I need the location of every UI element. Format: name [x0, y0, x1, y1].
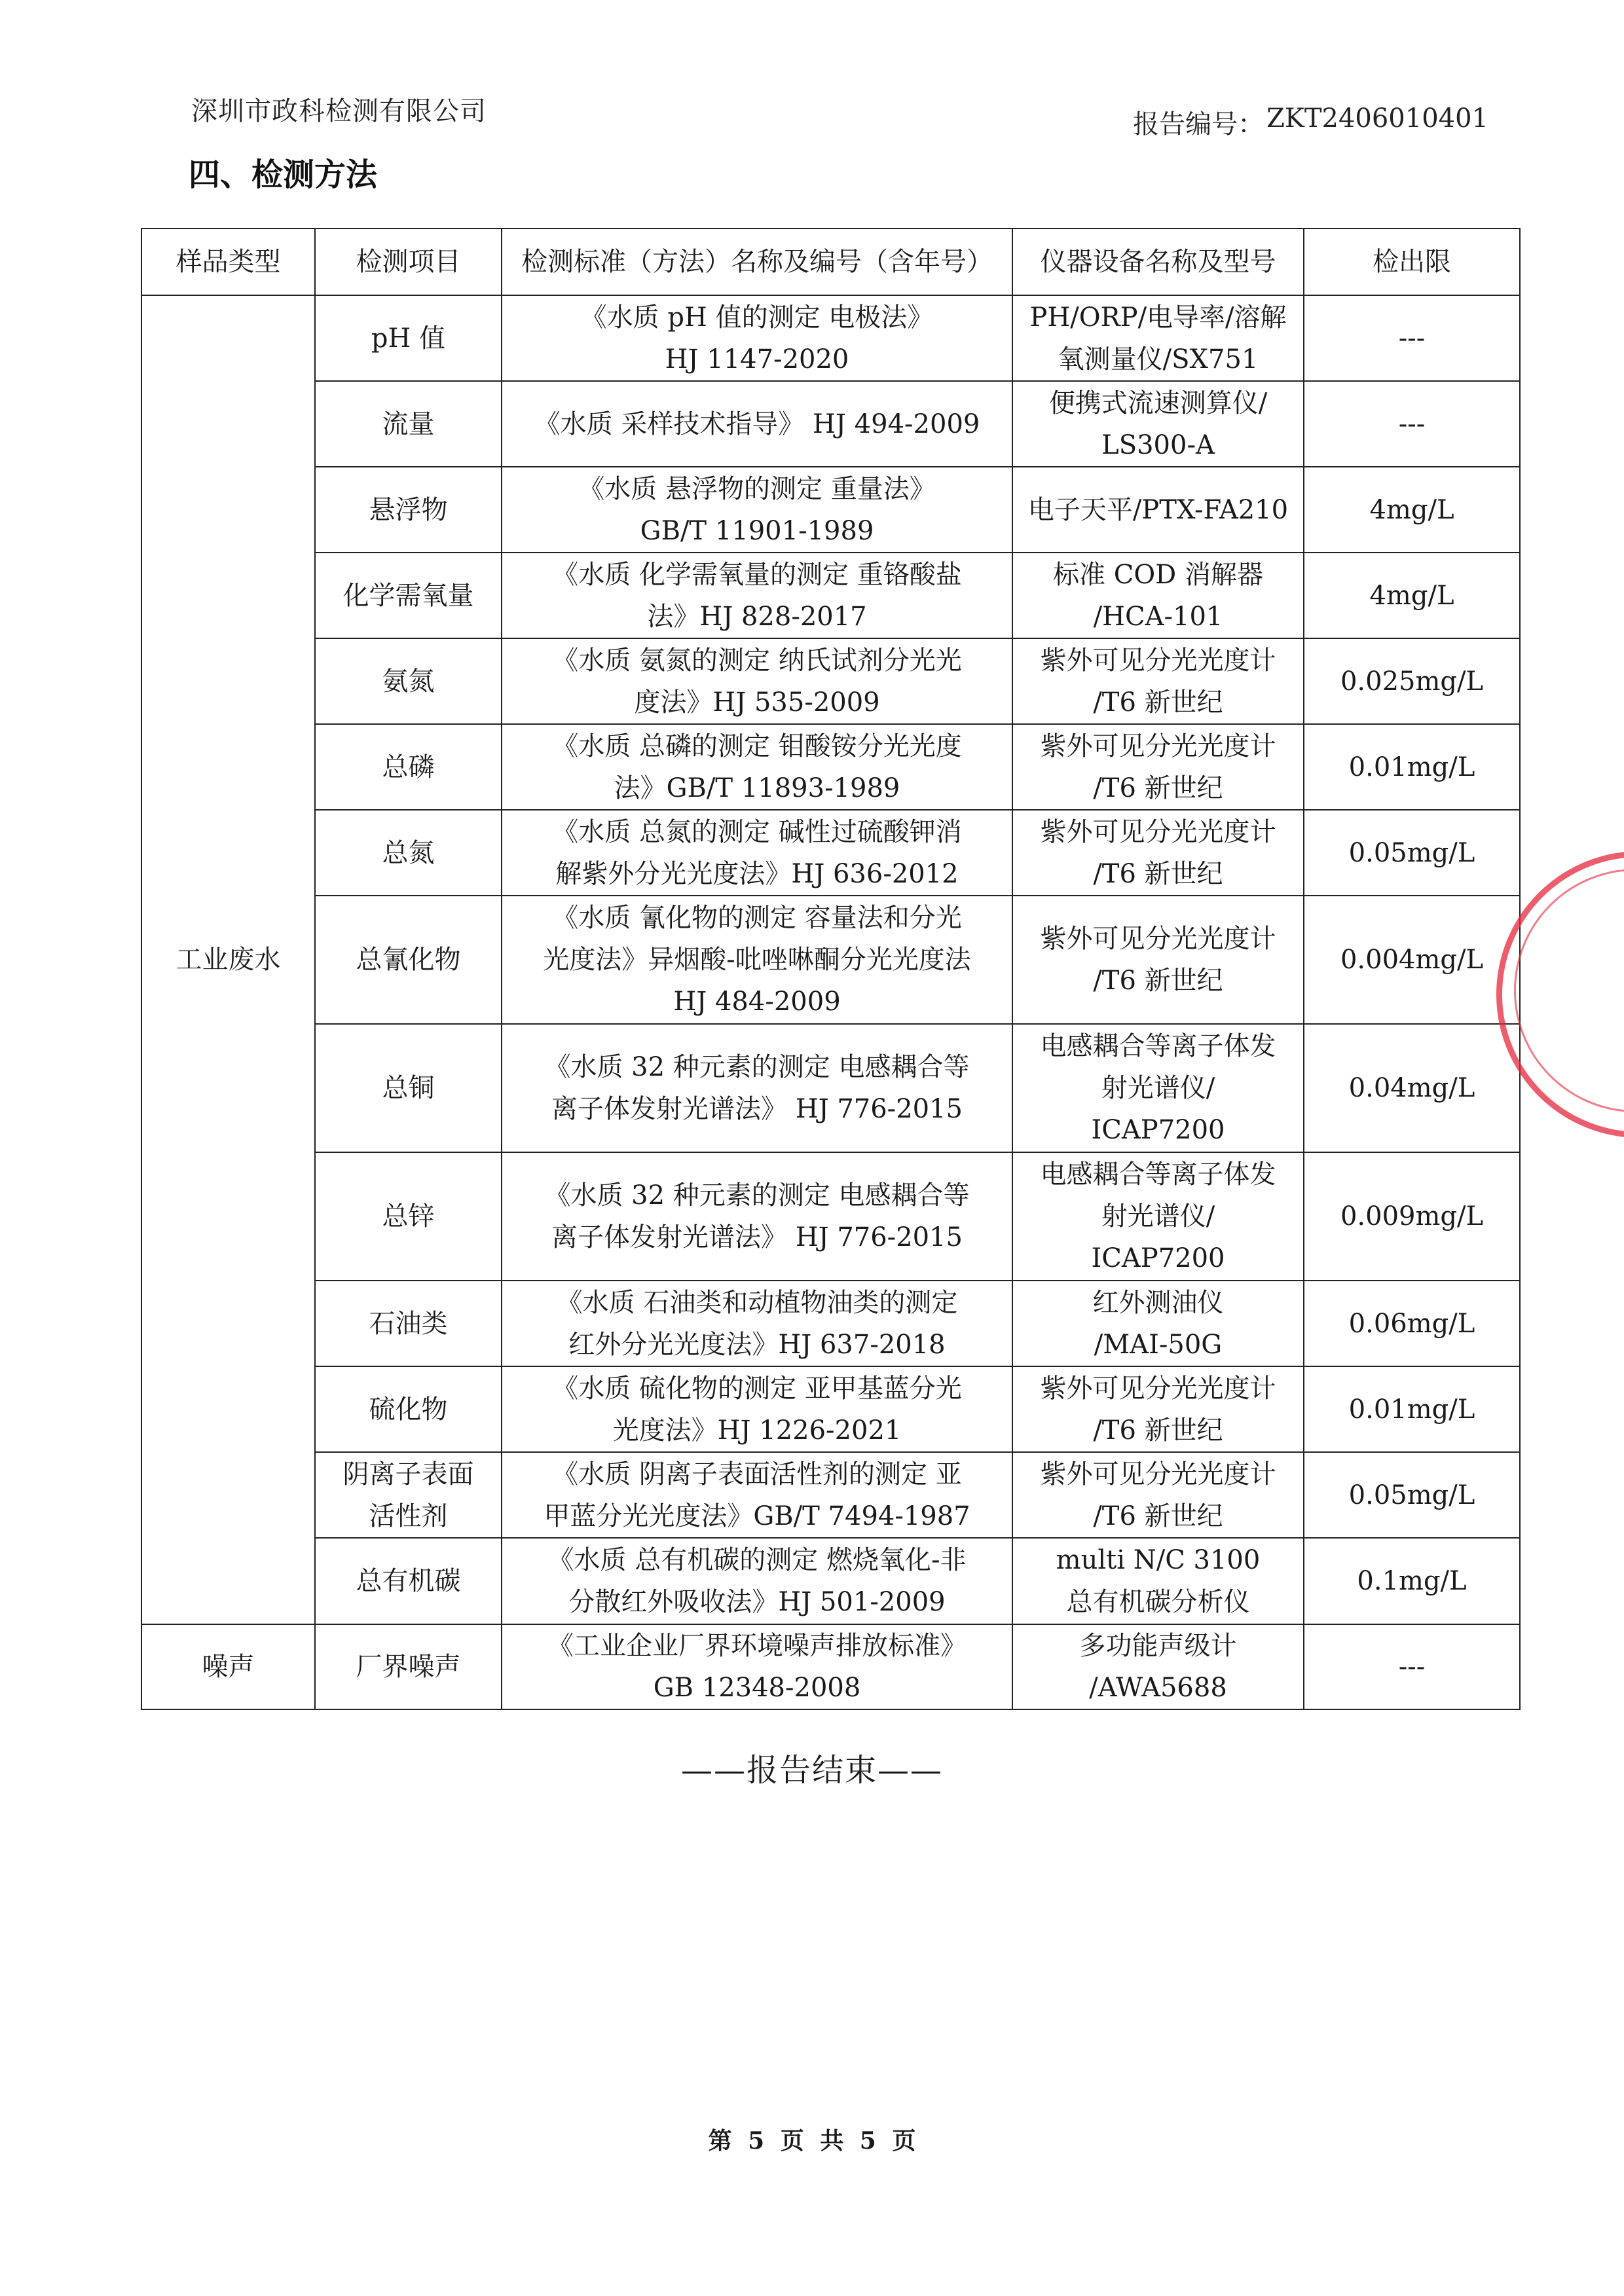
- table-row: [141, 896, 1520, 1024]
- standard-cell: 《水质 石油类和动植物油类的测定 红外分光光度法》HJ 637-2018: [502, 1281, 1012, 1366]
- standard-cell: 《水质 总有机碳的测定 燃烧氧化-非 分散红外吸收法》HJ 501-2009: [502, 1538, 1012, 1624]
- table-row: [141, 295, 1520, 381]
- detection-limit-cell: ---: [1304, 1624, 1520, 1709]
- detection-methods-table: [141, 228, 1521, 1710]
- instrument-cell: 紫外可见分光光度计 /T6 新世纪: [1012, 896, 1304, 1024]
- table-row: [141, 1624, 1520, 1709]
- section-title: 四、检测方法: [189, 156, 378, 193]
- sample-type-cell: 工业废水: [141, 295, 315, 1624]
- detection-limit-cell: 0.06mg/L: [1304, 1281, 1520, 1366]
- test-item-cell: 总氮: [315, 810, 502, 896]
- detection-limit-cell: 0.01mg/L: [1304, 724, 1520, 810]
- detection-limit-cell: ---: [1304, 295, 1520, 381]
- instrument-cell: 电感耦合等离子体发 射光谱仪/ ICAP7200: [1012, 1024, 1304, 1152]
- instrument-cell: 便携式流速测算仪/ LS300-A: [1012, 381, 1304, 467]
- report-number-label: 报告编号：: [1133, 109, 1264, 139]
- table-row: [141, 1152, 1520, 1281]
- standard-cell: 《水质 化学需氧量的测定 重铬酸盐 法》HJ 828-2017: [502, 553, 1012, 638]
- test-item-cell: 阴离子表面 活性剂: [315, 1452, 502, 1538]
- standard-cell: 《水质 总氮的测定 碱性过硫酸钾消 解紫外分光光度法》HJ 636-2012: [502, 810, 1012, 896]
- standard-cell: 《水质 采样技术指导》 HJ 494-2009: [502, 381, 1012, 467]
- instrument-cell: 电子天平/PTX-FA210: [1012, 467, 1304, 553]
- table-row: [141, 1538, 1520, 1624]
- test-item-cell: 总氰化物: [315, 896, 502, 1024]
- report-number-value: ZKT2406010401: [1266, 103, 1488, 134]
- stamp-inner-ring: [1514, 869, 1624, 1112]
- table-row: [141, 1024, 1520, 1152]
- test-item-cell: 流量: [315, 381, 502, 467]
- test-item-cell: 悬浮物: [315, 467, 502, 553]
- instrument-cell: multi N/C 3100 总有机碳分析仪: [1012, 1538, 1304, 1624]
- table-row: [141, 381, 1520, 467]
- table-row: [141, 638, 1520, 724]
- table-row: [141, 1366, 1520, 1452]
- instrument-cell: 紫外可见分光光度计 /T6 新世纪: [1012, 1366, 1304, 1452]
- instrument-cell: 多功能声级计 /AWA5688: [1012, 1624, 1304, 1709]
- table-row: [141, 1452, 1520, 1538]
- test-item-cell: 氨氮: [315, 638, 502, 724]
- test-item-cell: 石油类: [315, 1281, 502, 1366]
- detection-limit-cell: 0.05mg/L: [1304, 810, 1520, 896]
- instrument-cell: 红外测油仪 /MAI-50G: [1012, 1281, 1304, 1366]
- detection-limit-cell: 0.004mg/L: [1304, 896, 1520, 1024]
- detection-limit-cell: 0.04mg/L: [1304, 1024, 1520, 1152]
- test-item-cell: 化学需氧量: [315, 553, 502, 638]
- test-item-cell: 总磷: [315, 724, 502, 810]
- table-body: [141, 295, 1520, 1709]
- test-item-cell: pH 值: [315, 295, 502, 381]
- header-standard: 检测标准（方法）名称及编号（含年号）: [502, 228, 1012, 295]
- company-name: 深圳市政科检测有限公司: [191, 96, 487, 126]
- table-row: [141, 553, 1520, 638]
- detection-limit-cell: 0.01mg/L: [1304, 1366, 1520, 1452]
- instrument-cell: PH/ORP/电导率/溶解 氧测量仪/SX751: [1012, 295, 1304, 381]
- standard-cell: 《水质 氰化物的测定 容量法和分光 光度法》异烟酸-吡唑啉酮分光光度法 HJ 484-2009: [502, 896, 1012, 1024]
- header-sample-type: 样品类型: [141, 228, 315, 295]
- table-row: [141, 810, 1520, 896]
- table-row: [141, 467, 1520, 553]
- detection-limit-cell: 4mg/L: [1304, 553, 1520, 638]
- detection-limit-cell: 0.1mg/L: [1304, 1538, 1520, 1624]
- standard-cell: 《水质 阴离子表面活性剂的测定 亚 甲蓝分光光度法》GB/T 7494-1987: [502, 1452, 1012, 1538]
- detection-limit-cell: 0.009mg/L: [1304, 1152, 1520, 1281]
- table-row: [141, 724, 1520, 810]
- test-item-cell: 总锌: [315, 1152, 502, 1281]
- standard-cell: 《工业企业厂界环境噪声排放标准》 GB 12348-2008: [502, 1624, 1012, 1709]
- detection-limit-cell: 0.025mg/L: [1304, 638, 1520, 724]
- test-item-cell: 总有机碳: [315, 1538, 502, 1624]
- standard-cell: 《水质 32 种元素的测定 电感耦合等 离子体发射光谱法》 HJ 776-2015: [502, 1024, 1012, 1152]
- table-header-row: [141, 228, 1520, 295]
- standard-cell: 《水质 氨氮的测定 纳氏试剂分光光 度法》HJ 535-2009: [502, 638, 1012, 724]
- standard-cell: 《水质 总磷的测定 钼酸铵分光光度 法》GB/T 11893-1989: [502, 724, 1012, 810]
- standard-cell: 《水质 悬浮物的测定 重量法》 GB/T 11901-1989: [502, 467, 1012, 553]
- header-test-item: 检测项目: [315, 228, 502, 295]
- detection-limit-cell: 0.05mg/L: [1304, 1452, 1520, 1538]
- report-number: [1133, 103, 1488, 141]
- sample-type-cell: 噪声: [141, 1624, 315, 1709]
- header-detection-limit: 检出限: [1304, 228, 1520, 295]
- instrument-cell: 紫外可见分光光度计 /T6 新世纪: [1012, 638, 1304, 724]
- standard-cell: 《水质 32 种元素的测定 电感耦合等 离子体发射光谱法》 HJ 776-2015: [502, 1152, 1012, 1281]
- standard-cell: 《水质 pH 值的测定 电极法》 HJ 1147-2020: [502, 295, 1012, 381]
- table-row: [141, 1281, 1520, 1366]
- instrument-cell: 紫外可见分光光度计 /T6 新世纪: [1012, 1452, 1304, 1538]
- detection-limit-cell: ---: [1304, 381, 1520, 467]
- header-instrument: 仪器设备名称及型号: [1012, 228, 1304, 295]
- test-item-cell: 厂界噪声: [315, 1624, 502, 1709]
- instrument-cell: 电感耦合等离子体发 射光谱仪/ ICAP7200: [1012, 1152, 1304, 1281]
- page-number: 第 5 页 共 5 页: [708, 2127, 916, 2155]
- end-of-report: ——报告结束——: [680, 1752, 943, 1789]
- instrument-cell: 紫外可见分光光度计 /T6 新世纪: [1012, 724, 1304, 810]
- instrument-cell: 紫外可见分光光度计 /T6 新世纪: [1012, 810, 1304, 896]
- test-item-cell: 总铜: [315, 1024, 502, 1152]
- instrument-cell: 标准 COD 消解器 /HCA-101: [1012, 553, 1304, 638]
- standard-cell: 《水质 硫化物的测定 亚甲基蓝分光 光度法》HJ 1226-2021: [502, 1366, 1012, 1452]
- detection-limit-cell: 4mg/L: [1304, 467, 1520, 553]
- test-item-cell: 硫化物: [315, 1366, 502, 1452]
